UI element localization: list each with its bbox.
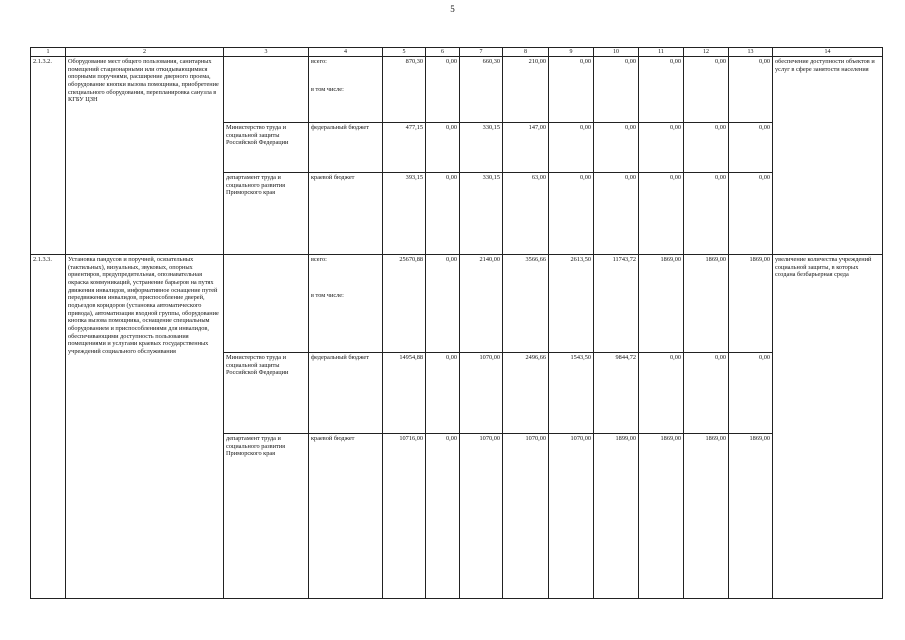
value-cell: 1869,00: [684, 255, 729, 353]
value-cell: 63,00: [503, 173, 549, 255]
total-label: всего:: [311, 58, 327, 65]
column-header: 8: [503, 48, 549, 57]
column-header: 3: [224, 48, 309, 57]
value-cell: 1869,00: [729, 255, 773, 353]
value-cell: 2140,00: [460, 255, 503, 353]
value-cell: 1070,00: [549, 434, 594, 599]
value-cell: 0,00: [549, 57, 594, 123]
value-cell: 1070,00: [503, 434, 549, 599]
column-header: 6: [426, 48, 460, 57]
value-cell: 11743,72: [594, 255, 639, 353]
value-cell: 0,00: [639, 353, 684, 434]
value-cell: 1070,00: [460, 353, 503, 434]
value-cell: 0,00: [639, 123, 684, 173]
value-cell: 2496,66: [503, 353, 549, 434]
value-cell: 0,00: [639, 173, 684, 255]
value-cell: 0,00: [684, 353, 729, 434]
page-number: 5: [450, 4, 455, 14]
value-cell: 0,00: [594, 173, 639, 255]
source-cell: [309, 57, 383, 123]
including-label: в том числе:: [311, 291, 344, 299]
value-cell: 25670,88: [383, 255, 426, 353]
expected-result: обеспечение доступности объектов и услуг в сфере занятости населения: [773, 57, 883, 255]
value-cell: 1543,50: [549, 353, 594, 434]
table-row-total: [31, 57, 883, 123]
value-cell: 0,00: [594, 57, 639, 123]
value-cell: 0,00: [594, 123, 639, 173]
value-cell: 0,00: [426, 57, 460, 123]
expected-result: увеличение количества учреждений социальной защиты, в которых создана безбарьерная среда: [773, 255, 883, 599]
value-cell: 0,00: [426, 353, 460, 434]
column-header: 5: [383, 48, 426, 57]
including-label: в том числе:: [311, 85, 344, 93]
value-cell: 0,00: [549, 173, 594, 255]
value-cell: 210,00: [503, 57, 549, 123]
executor-cell: Министерство труда и социальной защиты Российской Федерации: [224, 353, 309, 434]
value-cell: 0,00: [684, 57, 729, 123]
value-cell: 330,15: [460, 123, 503, 173]
value-cell: 0,00: [639, 57, 684, 123]
value-cell: 0,00: [684, 123, 729, 173]
item-code: 2.1.3.2.: [31, 57, 66, 255]
column-header: 14: [773, 48, 883, 57]
value-cell: 0,00: [729, 173, 773, 255]
column-header: 1: [31, 48, 66, 57]
value-cell: 870,30: [383, 57, 426, 123]
executor-cell: [224, 57, 309, 123]
executor-cell: [224, 255, 309, 353]
value-cell: 660,30: [460, 57, 503, 123]
source-cell: федеральный бюджет: [309, 123, 383, 173]
item-description: Оборудование мест общего пользования, санитарных помещений стационарными или откидывающимися опорными поручнями, расширение дверного проема, оборудование кнопки вызова помощника, приобретение специального оборудования, перепланировка санузла в КГБУ ЦЗН: [66, 57, 224, 255]
value-cell: 3566,66: [503, 255, 549, 353]
value-cell: 14954,88: [383, 353, 426, 434]
source-cell: краевой бюджет: [309, 434, 383, 599]
value-cell: 0,00: [426, 123, 460, 173]
executor-cell: департамент труда и социального развития Приморского края: [224, 173, 309, 255]
value-cell: 10716,00: [383, 434, 426, 599]
budget-table: [30, 47, 883, 599]
source-cell: краевой бюджет: [309, 173, 383, 255]
column-header: 13: [729, 48, 773, 57]
value-cell: 1869,00: [639, 434, 684, 599]
column-header: 7: [460, 48, 503, 57]
value-cell: 0,00: [426, 434, 460, 599]
executor-cell: департамент труда и социального развития Приморского края: [224, 434, 309, 599]
column-header: 9: [549, 48, 594, 57]
value-cell: 2613,50: [549, 255, 594, 353]
column-header: 12: [684, 48, 729, 57]
value-cell: 1869,00: [684, 434, 729, 599]
value-cell: 393,15: [383, 173, 426, 255]
value-cell: 477,15: [383, 123, 426, 173]
total-label: всего:: [311, 256, 327, 263]
value-cell: 0,00: [684, 173, 729, 255]
value-cell: 0,00: [729, 353, 773, 434]
value-cell: 1869,00: [639, 255, 684, 353]
value-cell: 1070,00: [460, 434, 503, 599]
table-row-total: [31, 255, 883, 353]
value-cell: 0,00: [729, 123, 773, 173]
column-header: 4: [309, 48, 383, 57]
value-cell: 0,00: [549, 123, 594, 173]
value-cell: 0,00: [426, 255, 460, 353]
column-header: 11: [639, 48, 684, 57]
executor-cell: Министерство труда и социальной защиты Российской Федерации: [224, 123, 309, 173]
value-cell: 1869,00: [729, 434, 773, 599]
column-number-row: [31, 48, 883, 57]
value-cell: 9844,72: [594, 353, 639, 434]
value-cell: 147,00: [503, 123, 549, 173]
item-code: 2.1.3.3.: [31, 255, 66, 599]
column-header: 10: [594, 48, 639, 57]
value-cell: 1899,00: [594, 434, 639, 599]
source-cell: [309, 255, 383, 353]
value-cell: 0,00: [729, 57, 773, 123]
column-header: 2: [66, 48, 224, 57]
value-cell: 0,00: [426, 173, 460, 255]
value-cell: 330,15: [460, 173, 503, 255]
item-description: Установка пандусов и поручней, осязательных (тактильных), визуальных, звуковых, опорных ориентиров, предупредительная, опознавательная окраска коммуникаций, устранение барьеров на путях движения инвалидов, информативное оснащение путей передвижения инвалидов, приспособление дверей, подъездов коридоров (установка автоматического привода), автоматизация входной группы, оборудование кнопка вызова помощника, оснащение специальным оборудованием и приспособлениями для инвалидов, обеспечивающими доступность пользования помещениями и услугами краевых государственных учреждений социального обслуживания: [66, 255, 224, 599]
source-cell: федеральный бюджет: [309, 353, 383, 434]
